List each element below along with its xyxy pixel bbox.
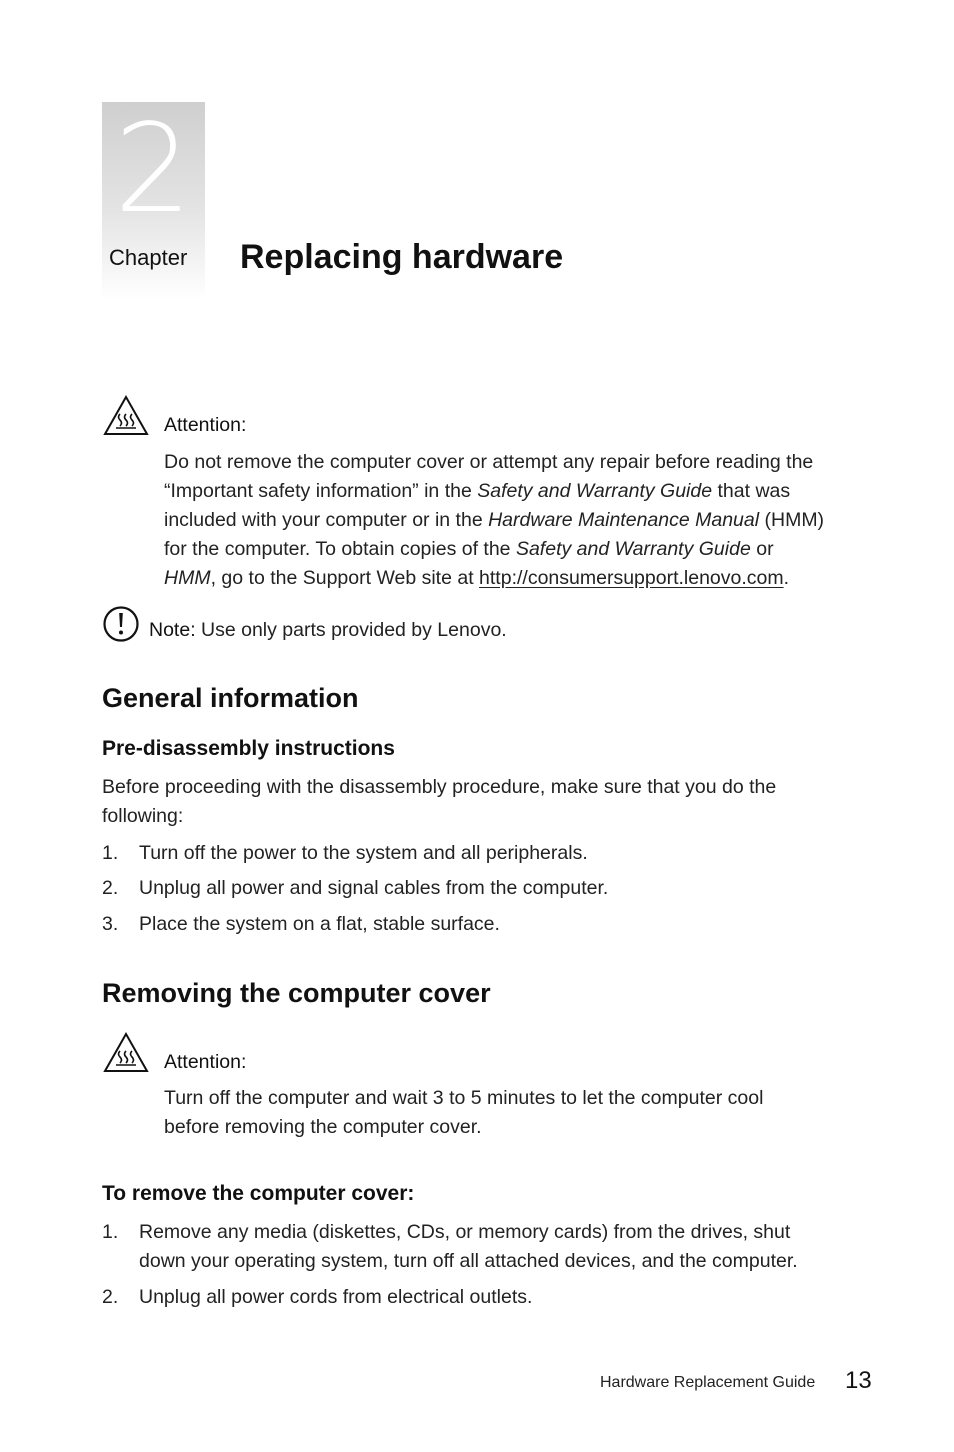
note-label: Note: bbox=[149, 619, 196, 641]
hot-surface-warning-icon bbox=[102, 394, 150, 438]
pre-disassembly-subheading: Pre-disassembly instructions bbox=[102, 737, 395, 760]
attention-text bbox=[164, 448, 884, 593]
attention-line: for the computer. To obtain copies of the Safety and Warranty Guide or bbox=[164, 538, 774, 560]
footer-guide-title: Hardware Replacement Guide bbox=[600, 1374, 816, 1391]
chapter-number: 2 bbox=[114, 98, 192, 240]
chapter-label: Chapter bbox=[109, 245, 188, 270]
pre-disassembly-intro: Before proceeding with the disassembly procedure, make sure that you do the following: bbox=[102, 776, 777, 827]
hot-surface-warning-icon bbox=[102, 1031, 150, 1075]
page-title: Replacing hardware bbox=[240, 238, 564, 276]
list-item: 2. Unplug all power cords from electrical outlets. bbox=[102, 1286, 533, 1308]
attention-label: Attention: bbox=[164, 1051, 247, 1073]
page-number: 13 bbox=[845, 1367, 872, 1394]
list-item: 1. Turn off the power to the system and all peripherals. bbox=[102, 842, 588, 864]
attention-text: Turn off the computer and wait 3 to 5 minutes to let the computer cool before removing the computer cover. bbox=[164, 1087, 764, 1138]
list-item: 2. Unplug all power and signal cables from the computer. bbox=[102, 877, 609, 899]
attention-line: “Important safety information” in the Safety and Warranty Guide that was bbox=[164, 480, 791, 502]
list-item: 3. Place the system on a flat, stable surface. bbox=[102, 913, 500, 935]
attention-line: Do not remove the computer cover or attempt any repair before reading the bbox=[164, 451, 814, 473]
attention-line: included with your computer or in the Hardware Maintenance Manual (HMM) bbox=[164, 509, 825, 531]
list-item: 1. Remove any media (diskettes, CDs, or memory cards) from the drives, shut down your operating system, turn off all attached devices, and the computer. bbox=[102, 1221, 798, 1272]
support-website-link[interactable]: http://consumersupport.lenovo.com bbox=[479, 567, 784, 589]
attention-line: HMM, go to the Support Web site at http://consumersupport.lenovo.com. bbox=[164, 567, 790, 589]
exclamation-note-icon bbox=[102, 605, 140, 643]
note-text: Note: Use only parts provided by Lenovo. bbox=[149, 619, 507, 641]
removing-cover-heading: Removing the computer cover bbox=[102, 978, 491, 1008]
remove-cover-subheading: To remove the computer cover: bbox=[102, 1182, 415, 1205]
general-information-heading: General information bbox=[102, 683, 359, 713]
attention-label: Attention: bbox=[164, 414, 247, 436]
